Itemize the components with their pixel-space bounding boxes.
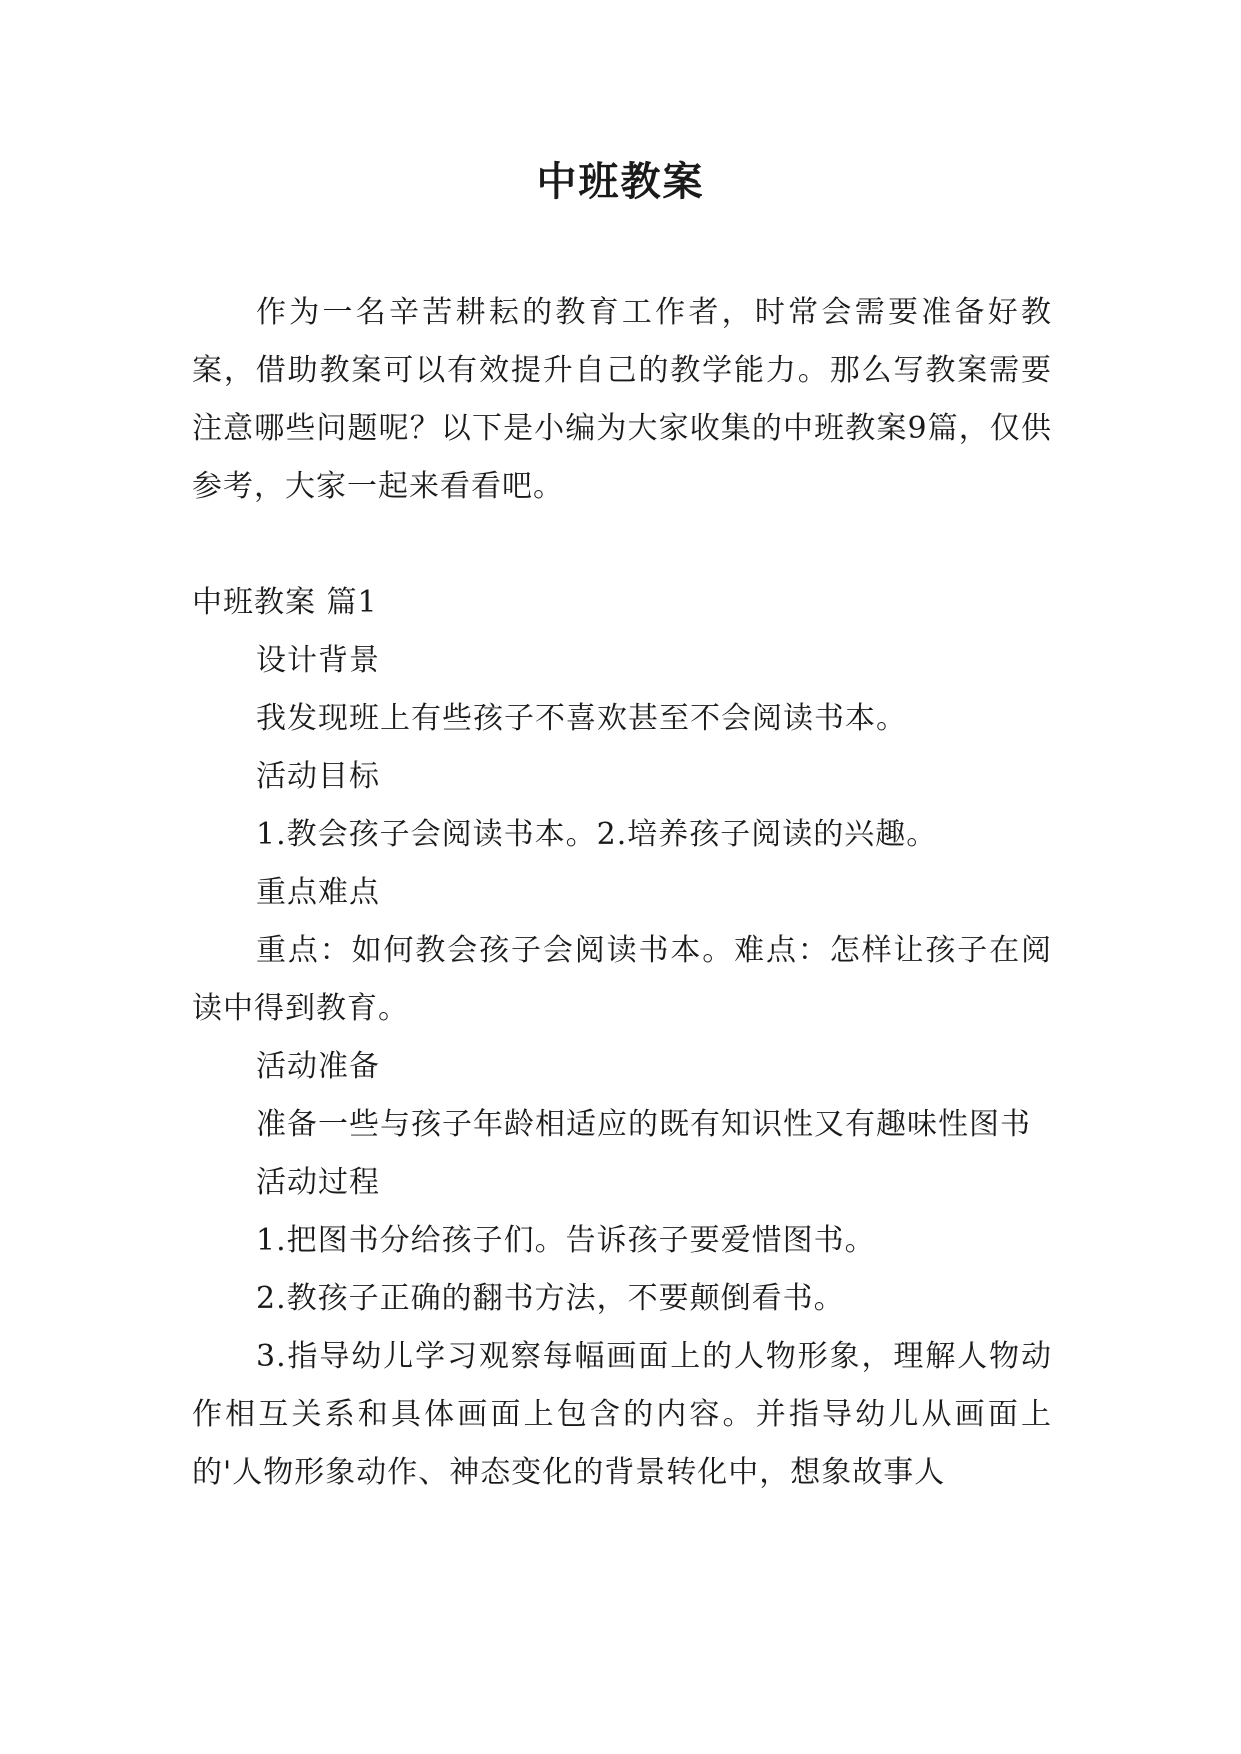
paragraph-preparation: 准备一些与孩子年龄相适应的既有知识性又有趣味性图书 bbox=[256, 1107, 1031, 1142]
heading-activity-process: 活动过程 bbox=[256, 1165, 380, 1200]
paragraph-goals: 1.教会孩子会阅读书本。2.培养孩子阅读的兴趣。 bbox=[256, 817, 938, 852]
process-step-1: 1.把图书分给孩子们。告诉孩子要爱惜图书。 bbox=[256, 1223, 876, 1258]
paragraph-key-difficulties: 重点：如何教会孩子会阅读书本。难点：怎样让孩子在阅读中得到教育。 bbox=[192, 933, 1052, 1026]
document-title: 中班教案 bbox=[536, 158, 705, 205]
heading-activity-goals: 活动目标 bbox=[256, 759, 380, 794]
section-title: 中班教案 篇1 bbox=[192, 585, 378, 620]
heading-activity-preparation: 活动准备 bbox=[256, 1049, 380, 1084]
intro-paragraph: 作为一名辛苦耕耘的教育工作者，时常会需要准备好教案，借助教案可以有效提升自己的教学能力。那么写教案需要注意哪些问题呢？以下是小编为大家收集的中班教案9篇，仅供参考，大家一起来看看吧。 bbox=[192, 295, 1052, 504]
process-step-2: 2.教孩子正确的翻书方法，不要颠倒看书。 bbox=[256, 1281, 845, 1316]
document-body bbox=[192, 284, 1052, 1502]
paragraph-background: 我发现班上有些孩子不喜欢甚至不会阅读书本。 bbox=[256, 701, 907, 736]
process-step-3: 3.指导幼儿学习观察每幅画面上的人物形象，理解人物动作相互关系和具体画面上包含的内容。并指导幼儿从画面上的'人物形象动作、神态变化的背景转化中，想象故事人 bbox=[192, 1339, 1052, 1490]
heading-design-background: 设计背景 bbox=[256, 643, 380, 678]
heading-key-difficulties: 重点难点 bbox=[256, 875, 380, 910]
